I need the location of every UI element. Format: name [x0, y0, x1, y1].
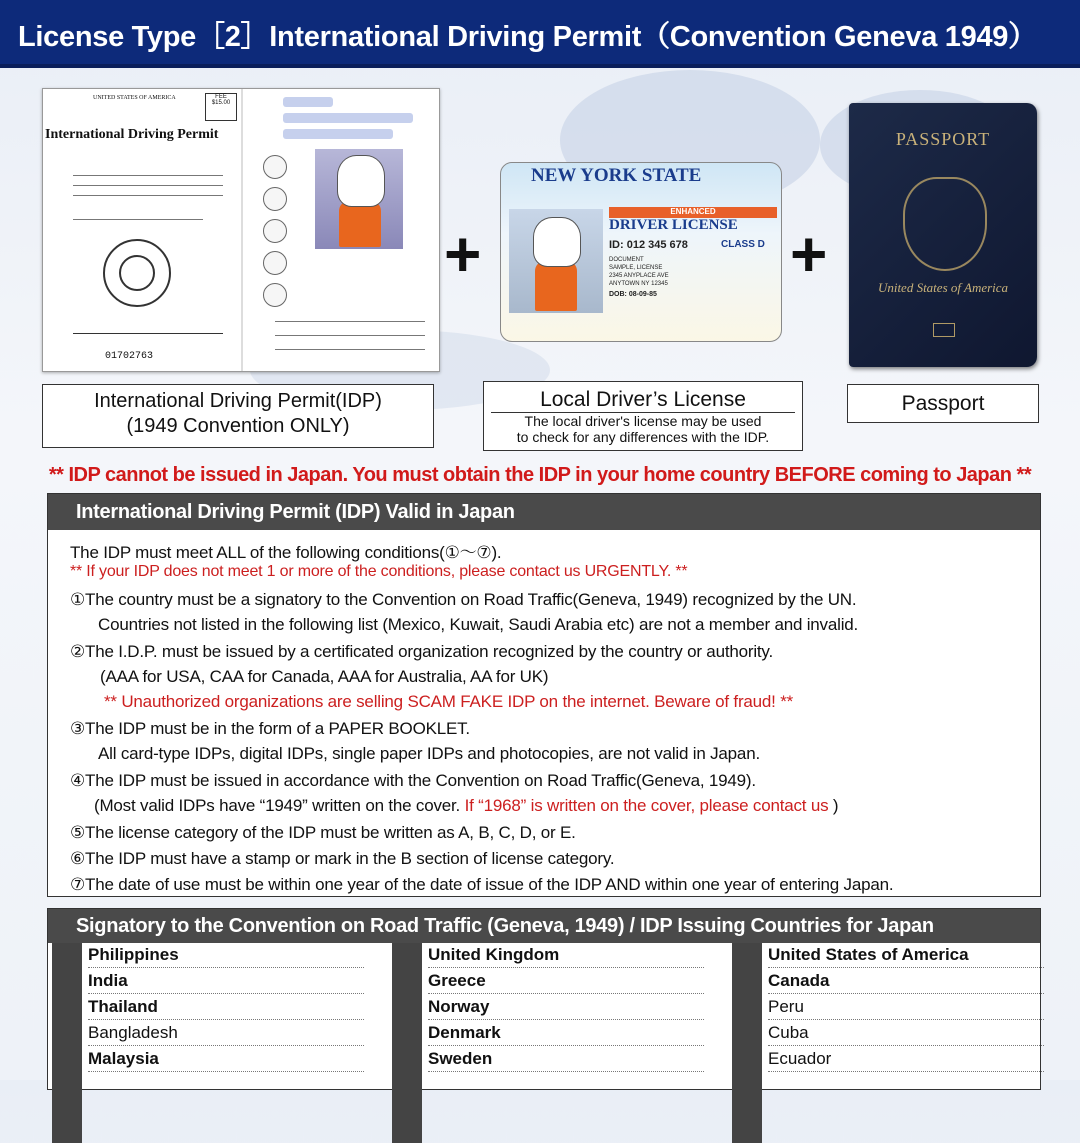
idp-booklet-title: International Driving Permit — [45, 127, 219, 142]
list-item: Philippines — [88, 943, 364, 968]
list-item: Sweden — [428, 1047, 704, 1072]
countries-column-3 — [732, 943, 1070, 1103]
list-item: United States of America — [768, 943, 1044, 968]
list-item: Peru — [768, 995, 1044, 1020]
warning-banner: ** IDP cannot be issued in Japan. You must obtain the IDP in your home country BEFORE coming to Japan ** — [48, 464, 1032, 486]
countries-column-2 — [392, 943, 730, 1103]
seal-icon — [103, 239, 171, 307]
list-item: Norway — [428, 995, 704, 1020]
page-title: License Type［2］International Driving Permit（Convention Geneva 1949） — [18, 21, 1037, 53]
idp-booklet-image: UNITED STATES OF AMERICA FEE $15.00 International Driving Permit 01702763 — [42, 88, 440, 372]
countries-column-1 — [52, 943, 390, 1103]
conditions-heading: International Driving Permit (IDP) Valid in Japan — [48, 494, 1040, 530]
chip-icon — [933, 323, 955, 337]
conditions-box: International Driving Permit (IDP) Valid in Japan The IDP must meet ALL of the following conditions(①～⑦). ** If your IDP does not meet 1 or more of the conditions, please contact us URGENTLY. ** ①The country must be a signatory to the Convention on Road Traffic(Geneva, 1949) recognized by the UN. Countries not listed in the following list (Mexico, Kuwait, Saudi Arabia etc) are not a member and invalid. ②The I.D.P. must be issued by a certificated organization recognized by the country or authority. (AAA for USA, CAA for Canada, AAA for Australia, AA for UK) ** Unauthorized organizations are selling SCAM FAKE IDP on the internet. Beware of fraud! ** ③The IDP must be in the form of a PAPER BOOKLET. All card-type IDPs, digital IDPs, single paper IDPs and photocopies, are not valid in Japan. ④The IDP must be issued in accordance with the Convention on Road Traffic(Geneva, 1949). (Most valid IDPs have “1949” written on the cover. If “1968” is written on the cover, please contact us ) ⑤The license category of the IDP must be written as A, B, C, D, or E. ⑥The IDP must have a stamp or mark in the B section of license category. ⑦The date of use must be within one year of the date of issue of the IDP AND within one year of entering Japan. — [47, 493, 1041, 897]
passport-label: Passport — [847, 384, 1039, 423]
list-item: Thailand — [88, 995, 364, 1020]
passport-image: PASSPORT United States of America — [849, 103, 1037, 367]
page-header — [0, 0, 1080, 68]
list-item: Denmark — [428, 1021, 704, 1046]
list-item: Bangladesh — [88, 1021, 364, 1046]
idp-number: 01702763 — [105, 351, 154, 362]
list-item: Greece — [428, 969, 704, 994]
ny-license-image: NEW YORK STATE ENHANCED DRIVER LICENSE ID: 012 345 678 CLASS D DOCUMENT SAMPLE, LICENSE 2345 ANYPLACE AVE ANYTOWN NY 12345 DOB: 08-09-85 — [500, 162, 782, 342]
list-item: United Kingdom — [428, 943, 704, 968]
plus-icon: + — [444, 218, 482, 290]
eagle-emblem-icon — [903, 177, 987, 271]
list-item: Cuba — [768, 1021, 1044, 1046]
idp-label: International Driving Permit(IDP) (1949 Convention ONLY) — [42, 384, 434, 448]
list-item: Canada — [768, 969, 1044, 994]
plus-icon: + — [790, 218, 828, 290]
list-item: Ecuador — [768, 1047, 1044, 1072]
list-item: Malaysia — [88, 1047, 364, 1072]
countries-box — [47, 908, 1041, 1090]
countries-heading: Signatory to the Convention on Road Traffic (Geneva, 1949) / IDP Issuing Countries for Japan — [48, 909, 1040, 943]
local-license-label: Local Driver’s License The local driver's license may be used to check for any differences with the IDP. — [483, 381, 803, 451]
dog-photo — [315, 149, 403, 249]
list-item: India — [88, 969, 364, 994]
dog-photo — [509, 209, 603, 313]
